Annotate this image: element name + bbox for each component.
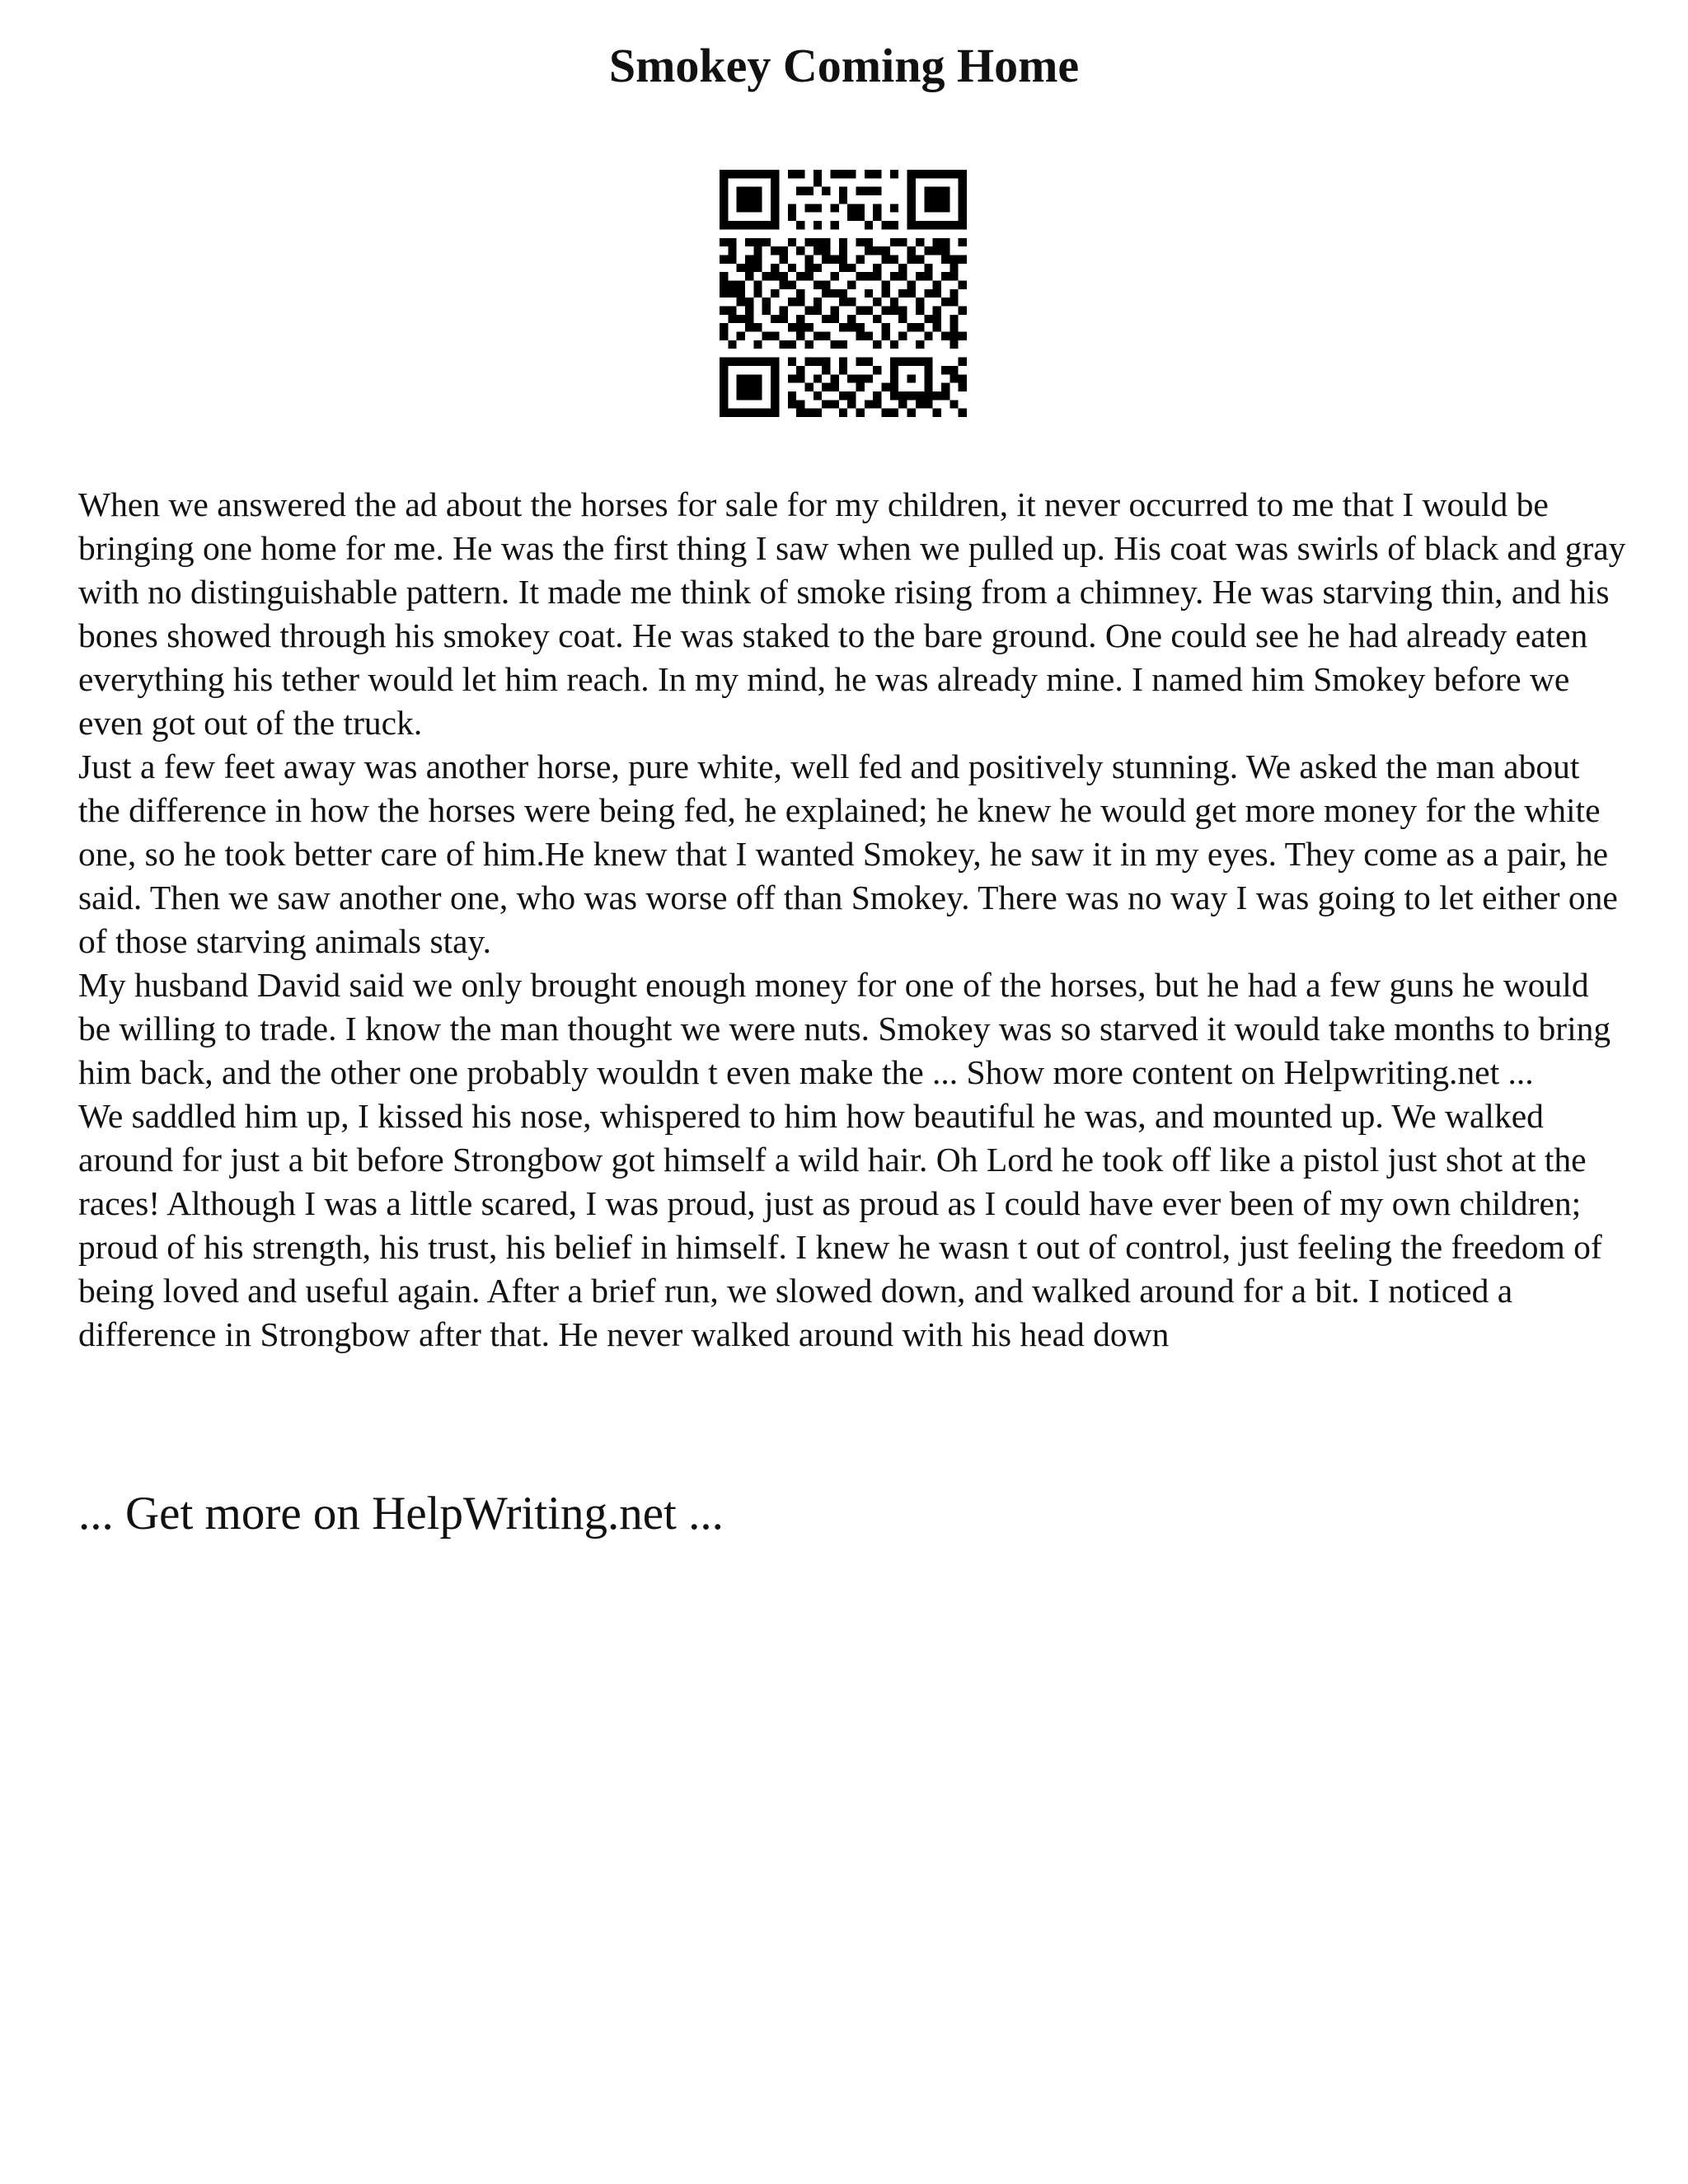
article-body [78,483,1628,1357]
qr-code-icon [720,170,967,417]
page-title: Smokey Coming Home [608,39,1080,92]
paragraph: My husband David said we only brought enough money for one of the horses, but he had a few guns he would be willing to trade. I know the man thought we were nuts. Smokey was so starved it would take months to bring him back, and the other one probably wouldn t even make the ... Show more content on Helpwriting.net ... [78,966,1611,1091]
paragraph: When we answered the ad about the horses for sale for my children, it never occurred to me that I would be bringing one home for me. He was the first thing I saw when we pulled up. His coat was swirls of black and gray with no distinguishable pattern. It made me think of smoke rising from a chimney. He was starving thin, and his bones showed through his smokey coat. He was staked to the bare ground. One could see he had already eaten everything his tether would let him reach. In my mind, he was already mine. I named him Smokey before we even got out of the truck. [78,485,1626,742]
get-more-link[interactable]: ... Get more on HelpWriting.net ... [78,1488,724,1540]
paragraph: Just a few feet away was another horse, pure white, well fed and positively stunning. We asked the man about the difference in how the horses were being fed, he explained; he knew he would get more money for the white one, so he took better care of him.He knew that I wanted Smokey, he saw it in my eyes. They come as a pair, he said. Then we saw another one, who was worse off than Smokey. There was no way I was going to let either one of those starving animals stay. [78,748,1618,960]
paragraph: We saddled him up, I kissed his nose, whispered to him how beautiful he was, and mounted up. We walked around for just a bit before Strongbow got himself a wild hair. Oh Lord he took off like a pistol just shot at the races! Although I was a little scared, I was proud, just as proud as I could have ever been of my own children; proud of his strength, his trust, his belief in himself. I knew he wasn t out of control, just feeling the freedom of being loved and useful again. After a brief run, we slowed down, and walked around for a bit. I noticed a difference in Strongbow after that. He never walked around with his head down [78,1097,1602,1353]
